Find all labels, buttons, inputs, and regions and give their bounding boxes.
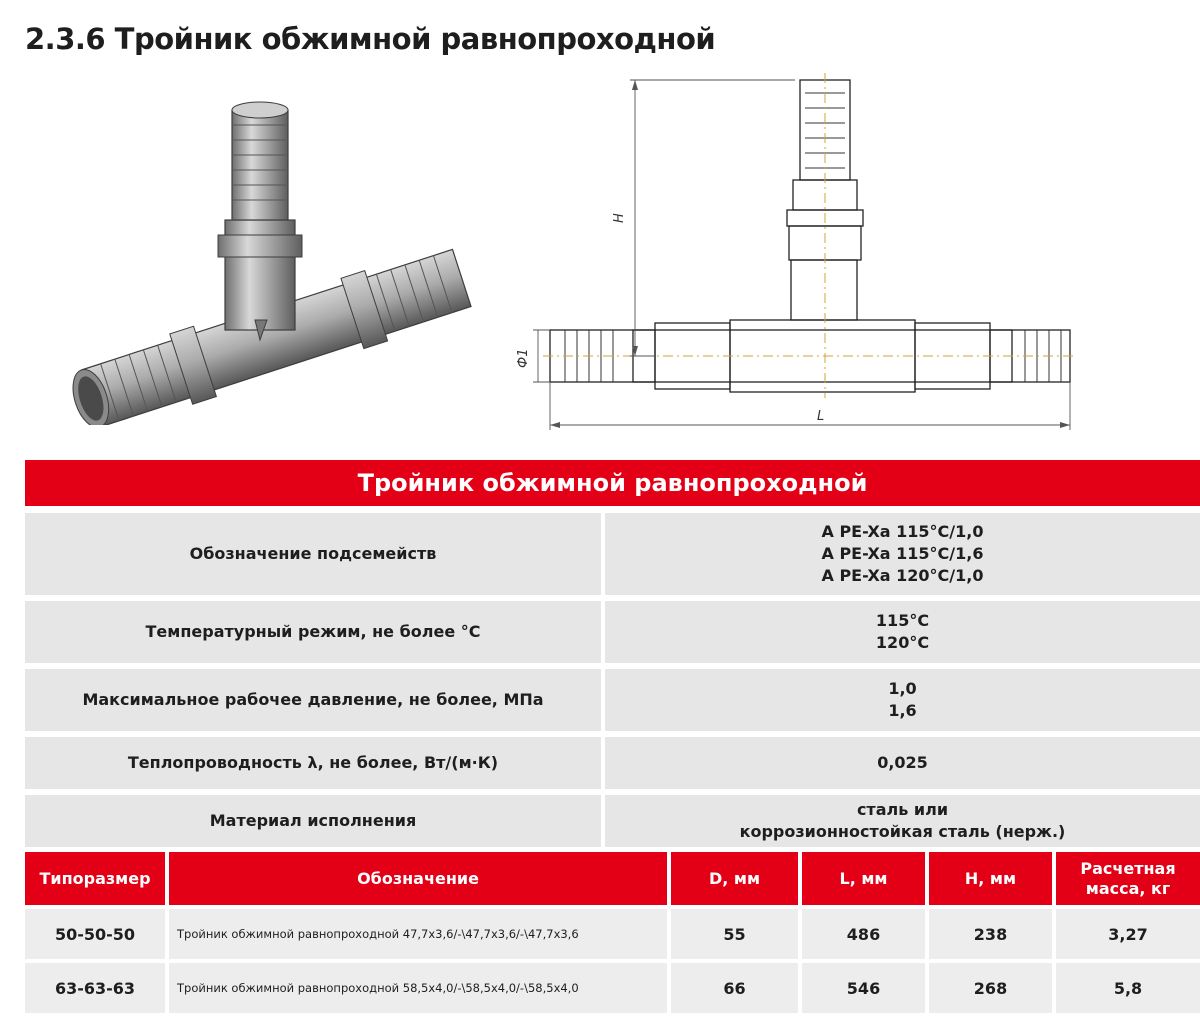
property-label: Обозначение подсемейств (25, 513, 601, 595)
cell-h: 268 (973, 978, 1008, 998)
table-title-band: Тройник обжимной равнопроходной (25, 460, 1200, 506)
value-line: A PE-Xa 115°C/1,6 (821, 544, 984, 563)
cell-l: 546 (846, 978, 881, 998)
header-d: D, мм (671, 852, 798, 905)
diameter-label: Ф1 (516, 348, 531, 368)
value-line: A PE-Xa 115°C/1,0 (821, 522, 984, 541)
page-title: 2.3.6 Тройник обжимной равнопроходной (25, 22, 716, 56)
header-designation: Обозначение (169, 852, 667, 905)
property-row (25, 737, 1200, 789)
property-label: Температурный режим, не более °C (25, 601, 601, 663)
cell-h: 238 (973, 924, 1008, 944)
property-value (605, 601, 1200, 663)
header-l: L, мм (802, 852, 925, 905)
tee-illustration (60, 95, 480, 425)
value-line: 1,6 (888, 701, 917, 720)
cell-designation: Тройник обжимной равнопроходной 58,5х4,0/-\58,5х4,0/-\58,5х4,0 (177, 981, 579, 995)
value-line: коррозионностойкая сталь (нерж.) (739, 822, 1066, 841)
cell-d: 55 (723, 924, 746, 944)
header-h: H, мм (929, 852, 1052, 905)
property-value (605, 795, 1200, 847)
value-line: 120°C (875, 633, 930, 652)
property-label: Теплопроводность λ, не более, Вт/(м·К) (25, 737, 601, 789)
cell-mass: 5,8 (1113, 978, 1143, 998)
property-value (605, 737, 1200, 789)
value-line: 1,0 (888, 679, 917, 698)
value-line: A PE-Xa 120°C/1,0 (821, 566, 984, 585)
length-label: L (817, 409, 825, 424)
value-line: 115°C (875, 611, 930, 630)
cell-l: 486 (846, 924, 881, 944)
cell-size: 63-63-63 (54, 978, 136, 998)
property-value (605, 669, 1200, 731)
cell-size: 50-50-50 (54, 924, 136, 944)
cell-d: 66 (723, 978, 746, 998)
header-mass: Расчетная масса, кг (1056, 852, 1200, 905)
property-row (25, 601, 1200, 663)
property-label: Материал исполнения (25, 795, 601, 847)
property-label: Максимальное рабочее давление, не более, МПа (25, 669, 601, 731)
header-size: Типоразмер (25, 852, 165, 905)
property-row (25, 669, 1200, 731)
property-row (25, 513, 1200, 595)
cell-mass: 3,27 (1108, 924, 1148, 944)
property-row (25, 795, 1200, 847)
height-label: H (612, 213, 627, 223)
cell-designation: Тройник обжимной равнопроходной 47,7х3,6/-\47,7х3,6/-\47,7х3,6 (177, 927, 579, 941)
value-line: 0,025 (877, 753, 928, 772)
tee-technical-drawing (505, 68, 1115, 448)
property-value (605, 513, 1200, 595)
value-line: сталь или (856, 800, 949, 819)
